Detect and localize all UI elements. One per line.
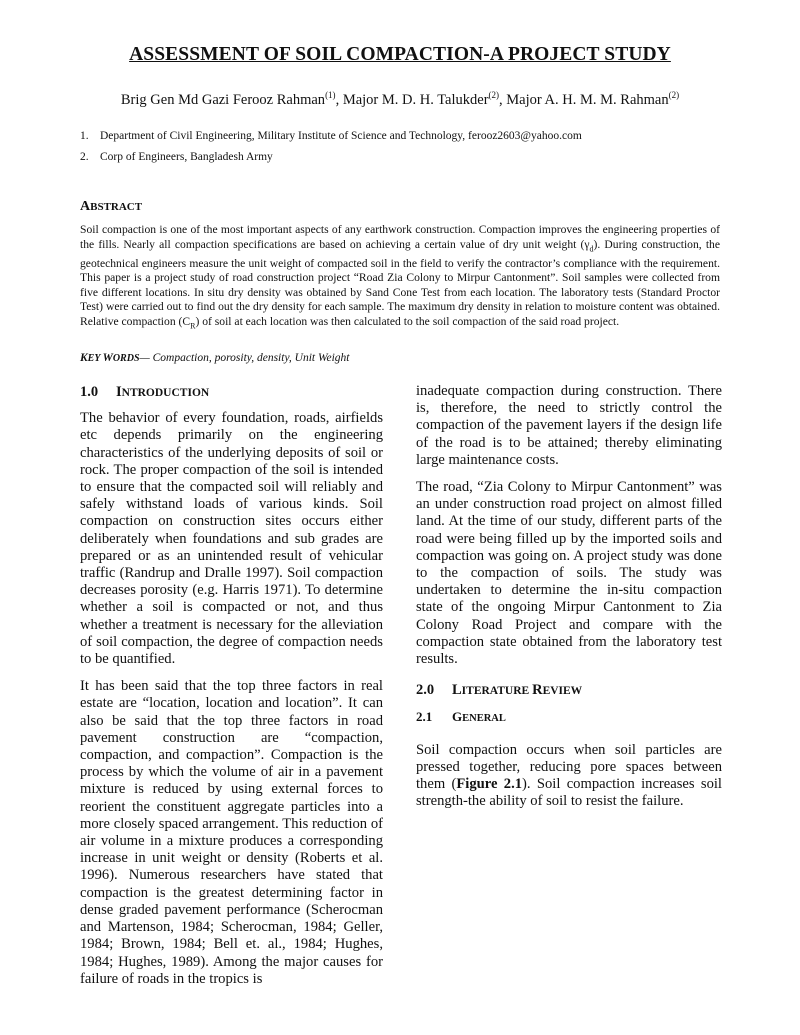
keywords-line: KEY WORDS— Compaction, porosity, density, Unit Weight bbox=[80, 352, 350, 364]
affiliation-2: 2. Corp of Engineers, Bangladesh Army bbox=[80, 151, 273, 163]
literature-paragraph-1: Soil compaction occurs when soil particles are pressed together, reducing pore spaces between them (Figure 2.1). Soil compaction increases soil strength-the ability of soil to resist the failure. bbox=[416, 741, 722, 810]
intro-heading: 1.0 INTRODUCTION bbox=[80, 384, 210, 400]
author-line bbox=[0, 90, 800, 109]
author-1: Brig Gen Md Gazi Ferooz Rahman$^{(1)}$, bbox=[120, 90, 343, 108]
keywords-label: KEY WORDS bbox=[80, 352, 140, 364]
literature-heading: 2.0 LITERATURE REVIEW bbox=[416, 682, 583, 699]
abstract-heading: ABSTRACT bbox=[80, 199, 143, 214]
author-2: Major M. D. H. Talukder$^{(2)}$, bbox=[342, 90, 507, 108]
left-column bbox=[80, 384, 383, 998]
intro-paragraph-3: inadequate compaction during construction. There is, therefore, the need to strictly control the compaction of the pavement layers if the design life of the road is to be attained; thereby eliminating large maintenance costs. bbox=[416, 383, 722, 468]
paper-title: ASSESSMENT OF SOIL COMPACTION-A PROJECT STUDY bbox=[129, 44, 671, 65]
intro-paragraph-2: It has been said that the top three factors in real estate are “location, location and location”. It can also be said that the top three factors in road pavement construction are “compaction, compaction, and compaction”. Compaction is the process by which the volume of air in a pavement mixture is reduced by using external forces to reorient the constituent aggregate particles into a more closely spaced arrangement. This reduction of air volume in a mixture produces a corresponding increase in unit weight or density (Roberts et al. 1996). Numerous researchers have stated that compaction is the greatest determining factor in dense graded pavement performance (Scherocman and Martenson, 1984; Scherocman, 1984; Geller, 1984; Brown, 1984; Bell et. al., 1984; Hughes, 1984; Hughes, 1989). Among the major causes for failure of roads in the tropics is bbox=[80, 678, 383, 987]
general-subheading: 2.1 GENERAL bbox=[416, 709, 506, 725]
abstract-text: Soil compaction is one of the most important aspects of any earthwork construction. Compaction improves the engineering properties of the fills. Nearly all compaction specifications are based on achieving a certain value of dry unit weight $(\gamma_d)$. During construction, the geotechnical engineers measure the unit weight of compacted soil in the field to verify the contractor’s compliance with the requirement. This paper is a project study of road construction project “Road Zia Colony to Mirpur Cantonment”. Soil samples were collected from five different locations. In situ dry density was obtained by Sand Cone Test from each location. The laboratory tests (Standard Proctor Test) were carried out to find out the dry density for each sample. The maximum dry density in relation to moisture content was obtained. Relative compaction $(C_R)$ of soil at each location was then calculated to the soil compaction of the said road project. bbox=[80, 223, 720, 331]
author-3: Major A. H. M. M. Rahman$^{(2)}$ bbox=[506, 90, 680, 108]
intro-paragraph-4: The road, “Zia Colony to Mirpur Cantonment” was an under construction road project on almost filled land. At the time of our study, different parts of the road were being filled up by the imported soils and compaction was going on. A project study was done to the compaction of soils. The study was undertaken to determine the in-situ compaction state of the ongoing Mirpur Cantonment to Zia Colony Road Project and compare with the compaction state obtained from the laboratory test results. bbox=[416, 479, 722, 668]
affiliation-1: 1. Department of Civil Engineering, Military Institute of Science and Technology, ferooz2603@yahoo.com bbox=[80, 130, 582, 142]
intro-paragraph-1: The behavior of every foundation, roads, airfields etc depends primarily on the engineering characteristics of the underlying deposits of soil or rock. The proper compaction of the soil is intended to ensure that the compacted soil will reliably and safely withstand loads of various kinds. Soil compaction on construction sites occurs either deliberately when foundations and sub grades are prepared or as an unintended result of vehicular traffic (Randrup and Dralle 1997). Soil compaction decreases porosity (e.g. Harris 1971). To determine whether a soil is compacted or not, and thus whether a treatment is necessary for the alleviation of soil compaction, the degree of compaction needs to be quantified. bbox=[80, 410, 383, 668]
right-column bbox=[416, 383, 722, 820]
